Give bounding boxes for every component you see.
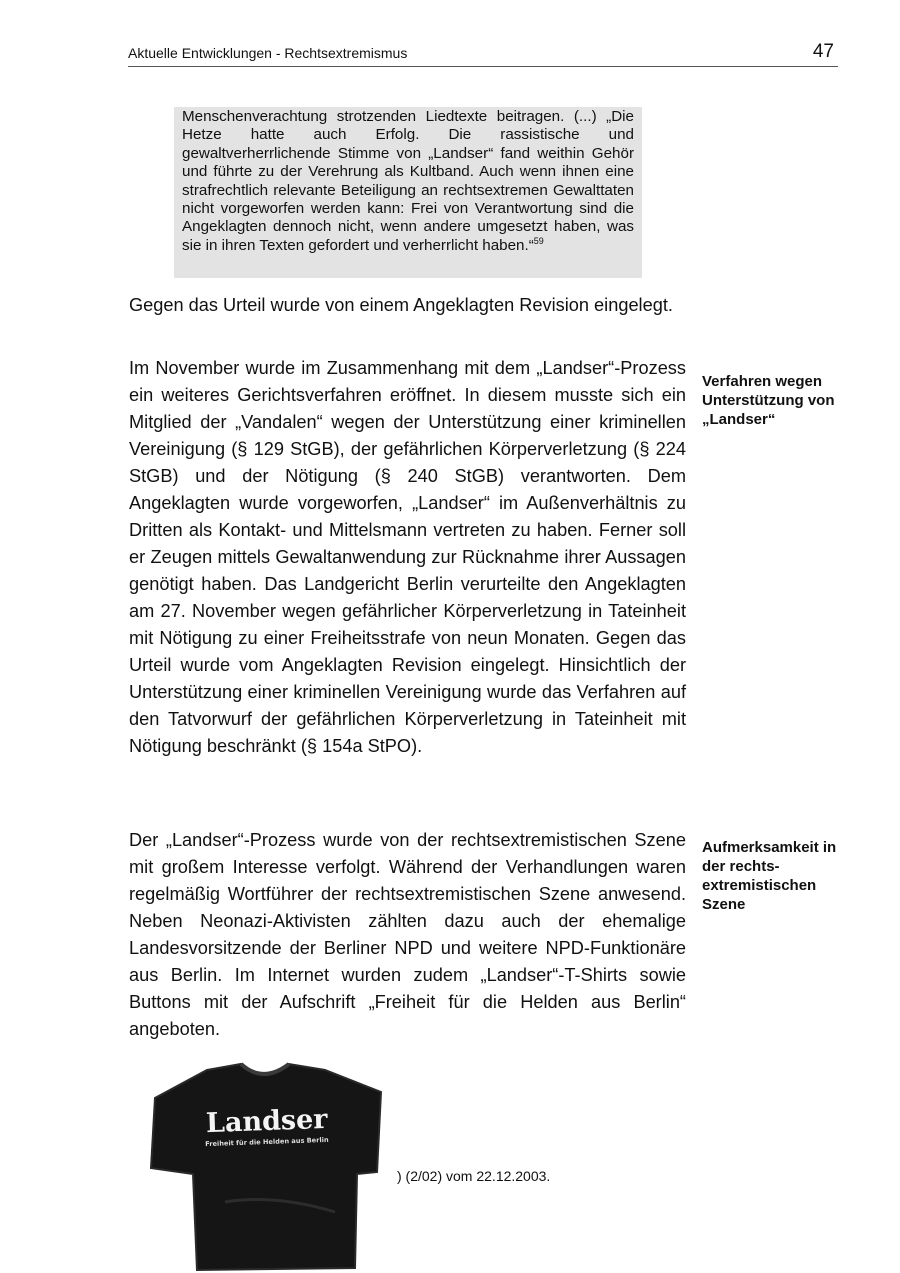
page-number: 47 <box>812 41 834 62</box>
figure-caption: ) (2/02) vom 22.12.2003. <box>397 1168 551 1184</box>
quote-box <box>174 107 642 278</box>
margin-note-support-trial: Verfahren wegen Unterstützung von „Landser“ <box>702 373 835 428</box>
page-header <box>128 40 838 67</box>
tshirt-slogan: Freiheit für die Helden aus Berlin <box>205 1135 329 1149</box>
footnote-marker: 59 <box>533 235 544 246</box>
tshirt-body <box>151 1064 381 1270</box>
paragraph-revision: Gegen das Urteil wurde von einem Angeklagten Revision eingelegt. <box>129 295 673 315</box>
landser-tshirt-image <box>145 1062 385 1272</box>
running-title: Aktuelle Entwicklungen - Rechtsextremismus <box>128 45 408 61</box>
tshirt-logo: Landser <box>205 1103 329 1140</box>
paragraph-vandalen-trial: Im November wurde im Zusammenhang mit dem „Landser“-Prozess ein weiteres Gerichtsverfahren eröffnet. In diesem musste sich ein Mitglied der „Vandalen“ wegen der Unterstützung einer kriminellen Vereinigung (§ 129 StGB), der gefährlichen Körperverletzung (§ 224 StGB) und der Nötigung (§ 240 StGB) verantworten. Dem Angeklagten wurde vorgeworfen, „Landser“ im Außenverhältnis zu Dritten als Kontakt- und Mittelsmann vertreten zu haben. Ferner soll er Zeugen mittels Gewaltanwendung zur Rücknahme ihrer Aussagen genötigt haben. Das Landgericht Berlin verurteilte den Angeklagten am 27. November wegen gefährlicher Körperverletzung in Tateinheit mit Nötigung zu einer Freiheitsstrafe von neun Monaten. Gegen das Urteil wurde vom Angeklagten Revision eingelegt. Hinsichtlich der Unterstützung einer kriminellen Vereinigung wurde das Verfahren auf den Tatvorwurf der gefährlichen Körperverletzung in Tateinheit mit Nötigung beschränkt (§ 154a StPO). <box>129 358 686 756</box>
paragraph-scene-attention: Der „Landser“-Prozess wurde von der rechtsextremistischen Szene mit großem Interesse verfolgt. Während der Verhandlungen waren regelmäßig Wortführer der rechtsextremistischen Szene anwesend. Neben Neonazi-Aktivisten zählten dazu auch der ehemalige Landesvorsitzende der Berliner NPD und weitere NPD-Funktionäre aus Berlin. Im Internet wurden zudem „Landser“-T-Shirts sowie Buttons mit der Aufschrift „Freiheit für die Helden aus Berlin“ angeboten. <box>129 830 686 1039</box>
margin-note-scene-attention: Aufmerksamkeit in der rechts-extremistischen Szene <box>702 839 837 913</box>
quote-text: Menschenverachtung strotzenden Liedtexte beitragen. (...) „Die Hetze hatte auch Erfolg. Die rassistische und gewaltverherrlichende Stimme von „Landser“ fand weithin Gehör und führte zu der Verehrung als Kultband. Auch wenn ihnen eine strafrechtlich relevante Beteiligung an rechtsextremen Gewalttaten nicht vorgeworfen werden kann: Frei von Verantwortung sind die Angeklagten dennoch nicht, wenn andere umgesetzt haben, was sie in ihren Texten gefordert und verherrlicht haben.“ <box>182 108 634 254</box>
